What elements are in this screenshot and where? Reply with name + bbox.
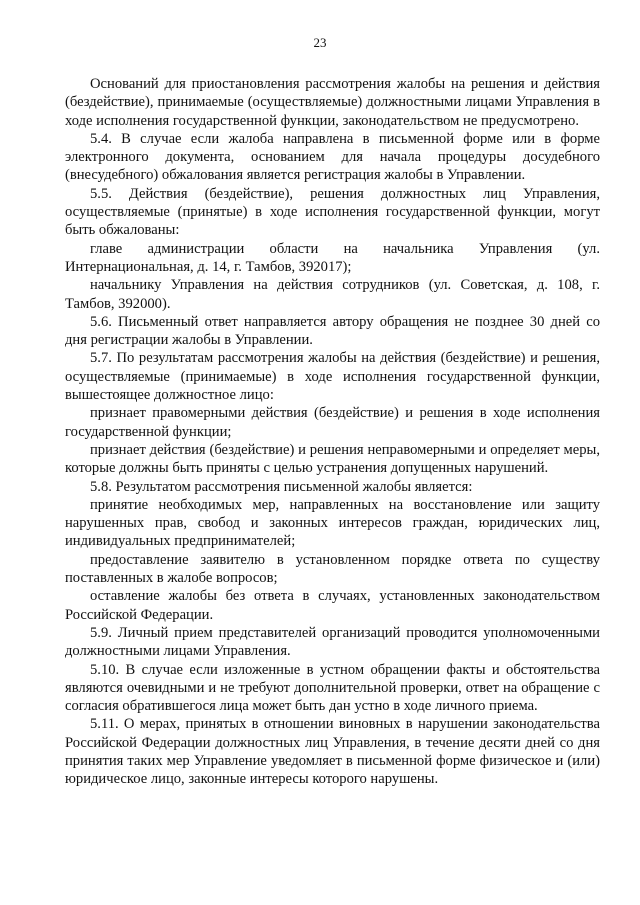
page-number: 23 [313, 35, 327, 50]
paragraph-5-11: 5.11. О мерах, принятых в отношении виновных в нарушении законодательства Российской Федерации должностных лиц Управления, в течение десяти дней со дня принятия таких мер Управление уведомляет в письменной форме физическое и (или) юридическое лицо, законные интересы которого нарушены. [65, 716, 600, 788]
paragraph-5-6: 5.6. Письменный ответ направляется автору обращения не позднее 30 дней со дня регистрации жалобы в Управлении. [65, 313, 600, 349]
paragraph-actions-lawful: признает правомерными действия (бездействие) и решения в ходе исполнения государственной функции; [65, 405, 600, 440]
paragraph-5-10: 5.10. В случае если изложенные в устном обращении факты и обстоятельства являются очевидными и не требуют дополнительной проверки, ответ на обращение с согласия обратившегося лица может быть дан устно в ходе личного приема. [65, 661, 600, 715]
paragraph-actions-unlawful: признает действия (бездействие) и решения неправомерными и определяет меры, которые должны быть приняты с целью устранения допущенных нарушений. [65, 441, 600, 477]
paragraph-appeal-to-head-of-administration: главе администрации области на начальника Управления (ул. Интернациональная, д. 14, г. Тамбов, 392017); [65, 240, 600, 275]
paragraph-5-7: 5.7. По результатам рассмотрения жалобы на действия (бездействие) и решения, осуществляемые (принимаемые) в ходе исполнения государственной функции, вышестоящее должностное лицо: [65, 350, 600, 404]
paragraph-measures-taken: принятие необходимых мер, направленных на восстановление или защиту нарушенных прав, свобод и законных интересов граждан, юридических лиц, индивидуальных предпринимателей; [65, 496, 600, 550]
paragraph-5-5: 5.5. Действия (бездействие), решения должностных лиц Управления, осуществляемые (принятые) в ходе исполнения государственной функции, могут быть обжалованы: [65, 185, 600, 239]
document-body [65, 75, 600, 789]
paragraph-answer-provided: предоставление заявителю в установленном порядке ответа по существу поставленных в жалобе вопросов; [65, 551, 600, 587]
paragraph-appeal-to-head-of-department: начальнику Управления на действия сотрудников (ул. Советская, д. 108, г. Тамбов, 392000). [65, 277, 600, 312]
paragraph-5-9: 5.9. Личный прием представителей организаций проводится уполномоченными должностными лицами Управления. [65, 624, 600, 660]
paragraph-5-8: 5.8. Результатом рассмотрения письменной жалобы является: [90, 478, 473, 495]
paragraph-5-4: 5.4. В случае если жалоба направлена в письменной форме или в форме электронного документа, основанием для начала процедуры досудебного (внесудебного) обжалования является регистрация жалобы в Управлении. [65, 130, 600, 184]
paragraph-no-suspension-grounds: Оснований для приостановления рассмотрения жалобы на решения и действия (бездействие), принимаемые (осуществляемые) должностными лицами Управления в ходе исполнения государственной функции, законодательством не предусмотрено. [65, 76, 600, 129]
paragraph-left-without-answer: оставление жалобы без ответа в случаях, установленных законодательством Российской Федерации. [65, 588, 600, 623]
